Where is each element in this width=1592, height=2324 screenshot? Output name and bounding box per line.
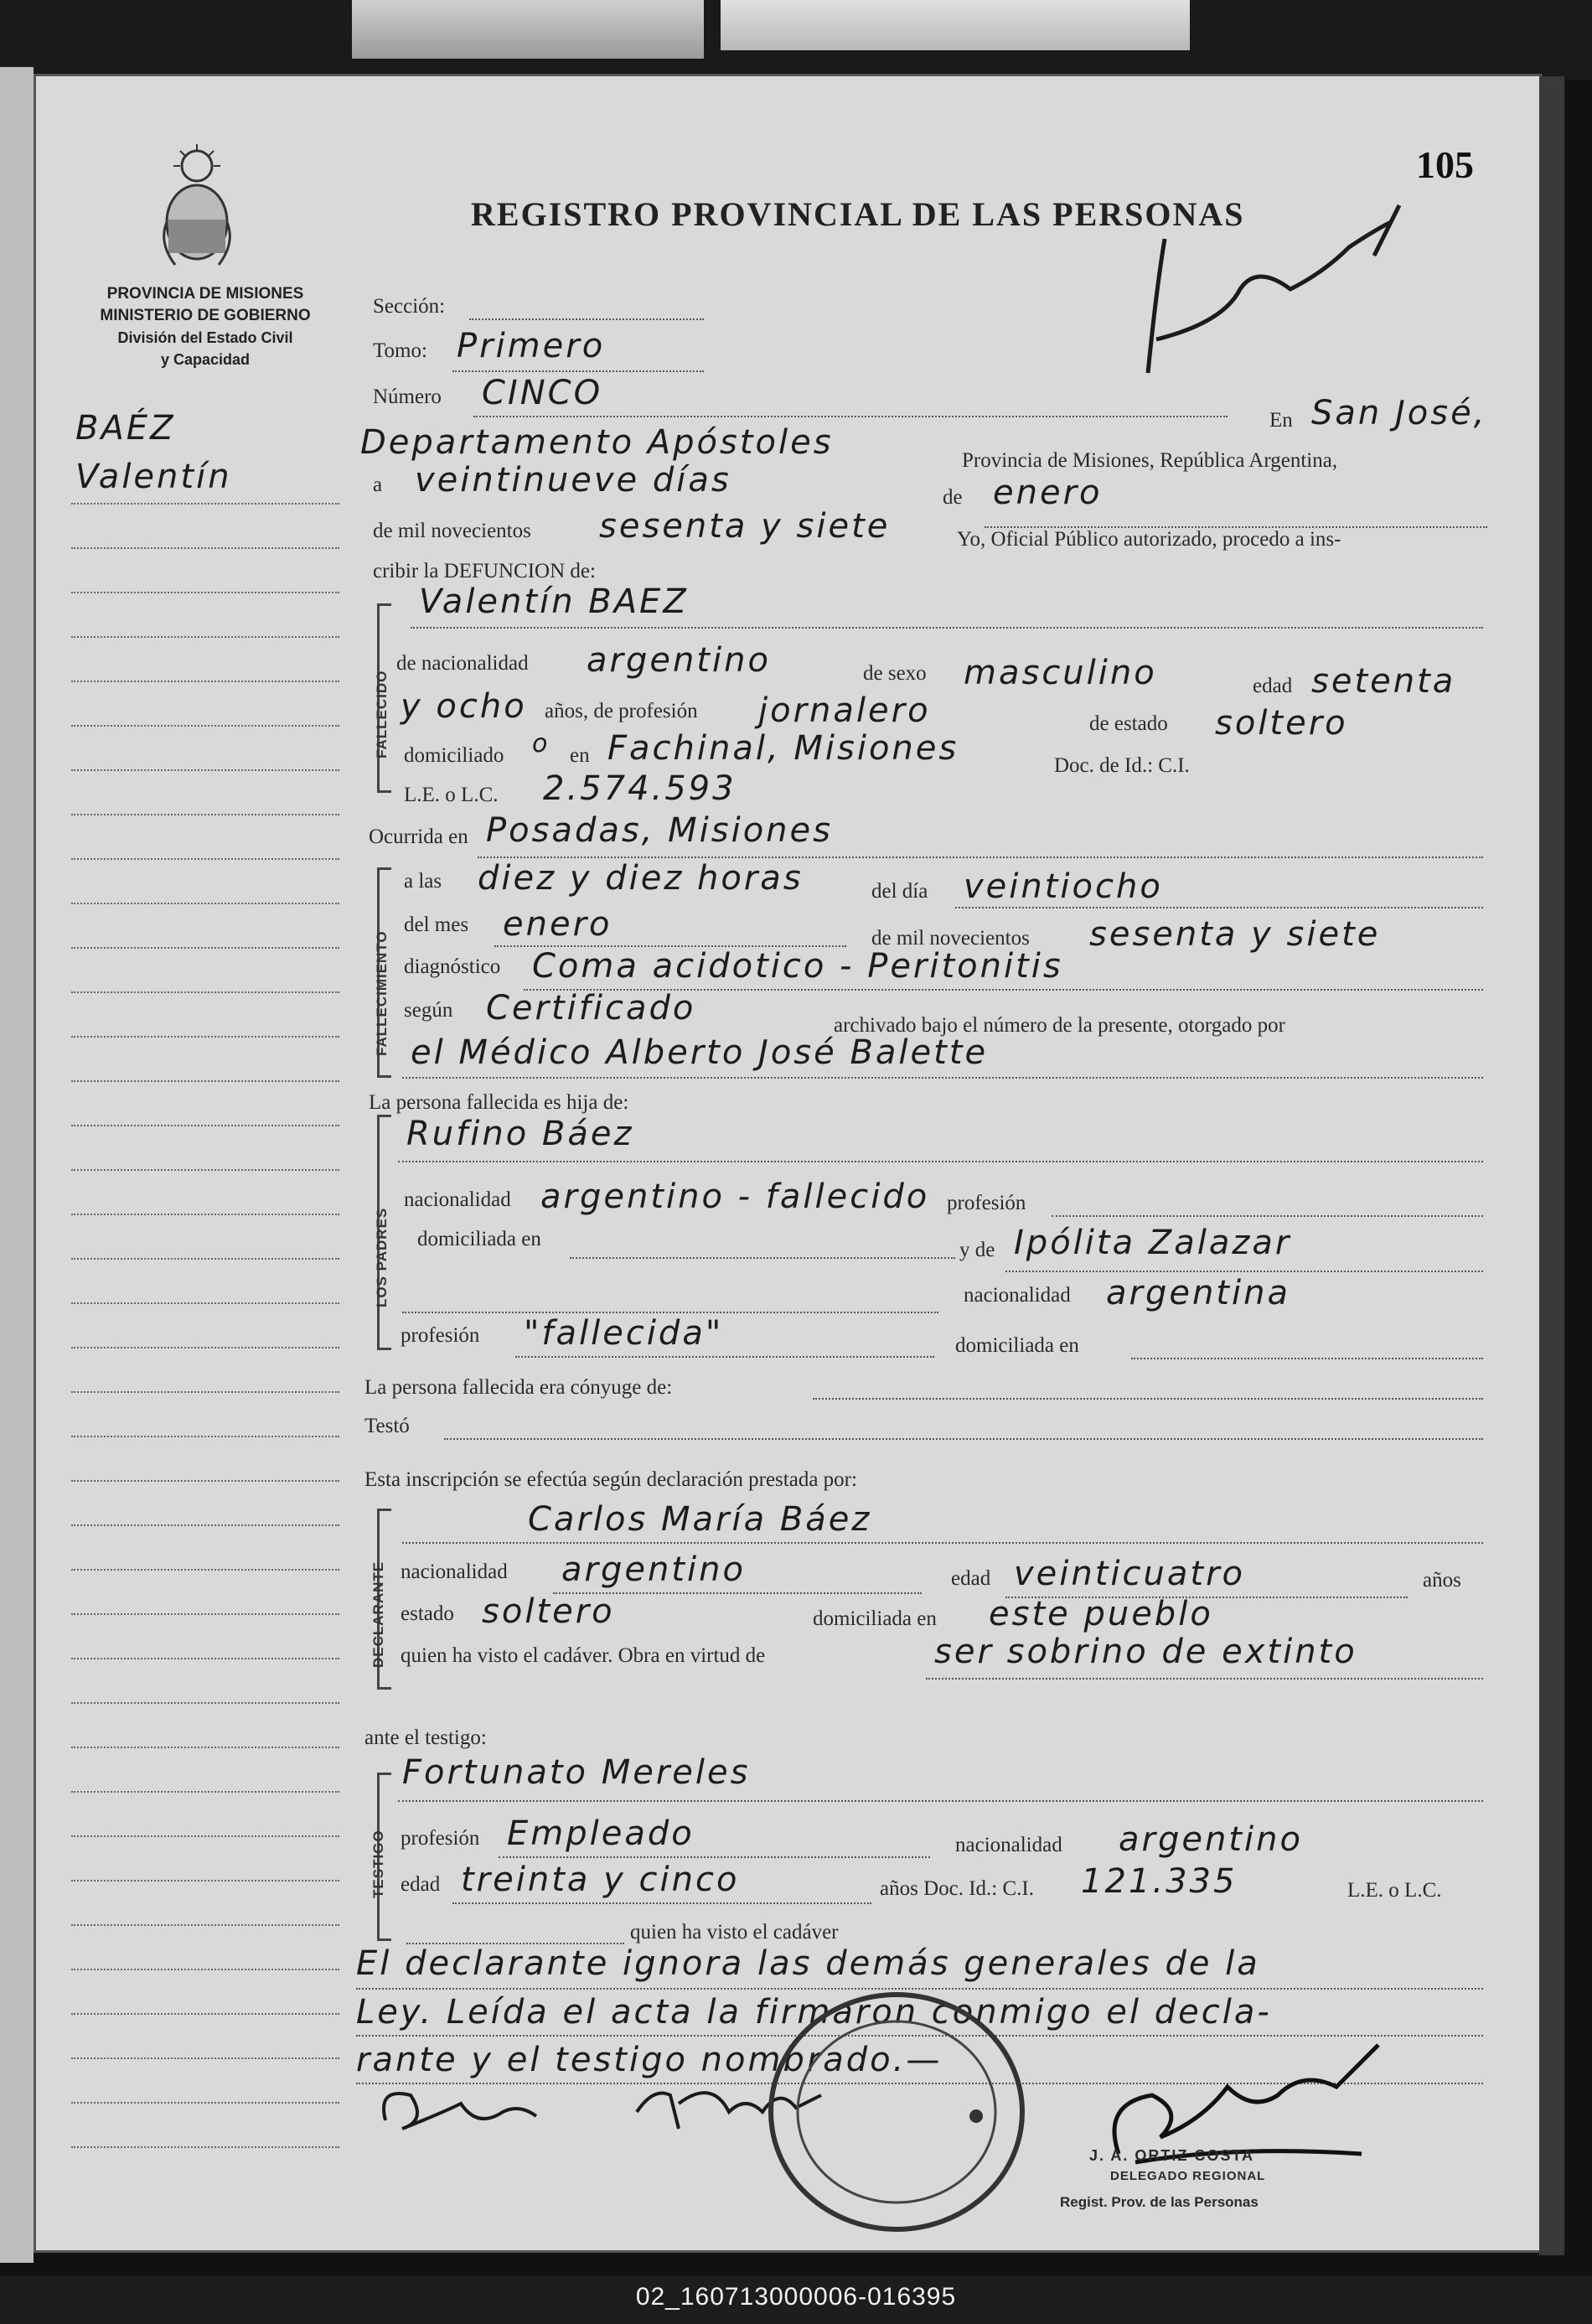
rule (398, 1161, 1483, 1162)
ministry-line: PROVINCIA DE MISIONES (106, 285, 304, 303)
book-cover-edge (1539, 76, 1564, 2255)
declarante-signature (369, 2070, 553, 2145)
nacionalidad-label: nacionalidad (964, 1284, 1071, 1307)
obra-label: quien ha visto el cadáver. Obra en virtud de (401, 1644, 766, 1667)
edad-label: edad (401, 1873, 441, 1896)
provincia-text: Provincia de Misiones, República Argentina, (962, 449, 1338, 472)
rule (398, 1800, 1483, 1802)
padre-nombre: Rufino Báez (406, 1115, 634, 1153)
le-label: L.E. o L.C. (1347, 1879, 1442, 1902)
margin-rule (71, 769, 339, 771)
declarante-edad: veinticuatro (1014, 1555, 1245, 1593)
margin-rule (71, 2102, 339, 2104)
rule (473, 416, 1228, 417)
domiciliado-suffix: o (532, 729, 550, 758)
fallecido-nombre: Valentín BAEZ (419, 582, 689, 621)
closing-line: Ley. Leída el acta la firmaron conmigo el decla- (356, 1993, 1272, 2032)
diagnostico-value: Coma acidotico - Peritonitis (532, 947, 1063, 986)
declarante-intro: Esta inscripción se efectúa según declaración prestada por: (364, 1468, 857, 1491)
anios-label: años (1423, 1569, 1461, 1592)
dia-value: veintiocho (964, 867, 1163, 906)
margin-name: Valentín (75, 458, 232, 496)
hora-value: diez y diez horas (478, 859, 804, 898)
mil-label: de mil novecientos (373, 520, 531, 542)
departamento-value: Departamento Apóstoles (360, 423, 834, 462)
edad-value-cont: y ocho (401, 687, 527, 726)
anio-value: sesenta y siete (599, 507, 891, 546)
domiciliado-label: domiciliado (404, 744, 504, 767)
margin-rule (71, 1835, 339, 1837)
archivado-text: archivado bajo el número de la presente, otorgado por (834, 1014, 1285, 1037)
margin-rule (71, 947, 339, 949)
dias-value: veintinueve días (415, 461, 731, 499)
testo-label: Testó (364, 1415, 410, 1437)
margin-rule (71, 1347, 339, 1348)
tomo-label: Tomo: (373, 339, 427, 362)
numero-label: Número (373, 386, 442, 408)
page-title: REGISTRO PROVINCIAL DE LAS PERSONAS (471, 195, 1245, 233)
oficial-text: Yo, Oficial Público autorizado, procedo a ins- (957, 528, 1341, 551)
margin-rule (71, 547, 339, 549)
margin-rule (71, 1436, 339, 1437)
margin-rule (71, 503, 339, 505)
y-de-label: y de (959, 1239, 995, 1261)
nacionalidad-label: de nacionalidad (396, 652, 529, 675)
official-stamp (758, 1982, 1035, 2242)
margin-rule (71, 2013, 339, 2015)
declarante-domicilio: este pueblo (989, 1595, 1213, 1633)
background-object (352, 0, 704, 59)
ministry-header (54, 283, 356, 370)
estado-value: soltero (1215, 704, 1348, 743)
margin-rule (71, 2057, 339, 2059)
margin-rule (71, 991, 339, 993)
a-las-label: a las (404, 870, 442, 893)
rule (813, 1398, 1483, 1400)
margin-rule (71, 1524, 339, 1526)
margin-rule (71, 1391, 339, 1393)
coat-of-arms-icon (155, 142, 239, 268)
margin-rule (71, 725, 339, 727)
testigo-intro: ante el testigo: (364, 1726, 487, 1749)
madre-profesion: "fallecida" (524, 1314, 724, 1353)
seccion-label: Sección: (373, 295, 446, 318)
rule (1005, 1271, 1483, 1272)
conyuge-label: La persona fallecida era cónyuge de: (364, 1376, 673, 1399)
domiciliada-label: domiciliada en (417, 1228, 541, 1250)
ocurrida-value: Posadas, Misiones (486, 811, 833, 850)
registrar-initials-signature (1123, 189, 1424, 381)
tomo-value: Primero (457, 327, 606, 365)
margin-rule (71, 1214, 339, 1215)
background-top (0, 0, 1592, 80)
nacionalidad-label: nacionalidad (404, 1188, 511, 1211)
rule (1131, 1358, 1483, 1359)
margin-rule (71, 903, 339, 904)
margin-rule (71, 1169, 339, 1171)
padre-nacionalidad: argentino - fallecido (540, 1178, 930, 1216)
edad-label: edad (1253, 675, 1293, 697)
rule (444, 1438, 1483, 1440)
profesion-value: jornalero (758, 691, 931, 730)
padres-intro: La persona fallecida es hija de: (369, 1091, 629, 1114)
margin-rule (71, 1125, 339, 1126)
official-office: Regist. Prov. de las Personas (1060, 2194, 1259, 2210)
testigo-doc-value: 121.335 (1081, 1862, 1238, 1901)
rule (478, 857, 1483, 858)
declarante-estado: soltero (482, 1592, 615, 1631)
page-number: 105 (1416, 143, 1474, 186)
sexo-label: de sexo (863, 662, 927, 685)
mil-label: de mil novecientos (871, 927, 1030, 950)
margin-rule (71, 636, 339, 638)
rule (452, 370, 704, 372)
profesion-label: profesión (401, 1827, 480, 1850)
visto-label: quien ha visto el cadáver (630, 1921, 839, 1944)
margin-rule (71, 592, 339, 593)
nacionalidad-label: nacionalidad (955, 1834, 1062, 1856)
margin-rule (71, 1969, 339, 1970)
le-label: L.E. o L.C. (404, 784, 499, 806)
sexo-value: masculino (964, 654, 1157, 692)
estado-label: estado (401, 1602, 454, 1625)
del-mes-label: del mes (404, 914, 469, 936)
anios-profesion-label: años, de profesión (545, 700, 698, 722)
nacionalidad-value: argentino (587, 641, 771, 680)
mes-value: enero (993, 474, 1103, 512)
closing-line: El declarante ignora las demás generales de la (356, 1944, 1260, 1983)
rule (469, 318, 704, 320)
estado-label: de estado (1089, 712, 1168, 735)
left-page-edge (0, 67, 34, 2263)
de-label: de (943, 486, 963, 509)
a-label: a (373, 474, 383, 496)
edad-value: setenta (1311, 662, 1456, 701)
margin-rule (71, 1569, 339, 1571)
ministry-line: División del Estado Civil (117, 329, 293, 346)
domicilio-en-label: en (570, 744, 590, 767)
rule (452, 1902, 871, 1904)
doc-label: años Doc. Id.: C.I. (880, 1877, 1034, 1900)
domicilio-value: Fachinal, Misiones (607, 729, 959, 768)
rule (499, 1856, 930, 1858)
ocurrida-label: Ocurrida en (369, 826, 468, 848)
rule (515, 1356, 934, 1358)
medico-value: el Médico Alberto José Balette (411, 1033, 989, 1072)
testigo-section-label: TESTIGO (370, 1830, 386, 1898)
inscribir-text: cribir la DEFUNCION de: (373, 560, 596, 582)
mes-value: enero (503, 905, 613, 944)
rule (926, 1678, 1483, 1680)
document-id: 02_160713000006-016395 (635, 2283, 957, 2311)
testigo-edad: treinta y cinco (461, 1861, 740, 1899)
rule (1052, 1215, 1483, 1217)
fallecimiento-section-label: FALLECIMIENTO (374, 930, 390, 1056)
margin-rule (71, 1302, 339, 1304)
margin-rule (71, 1747, 339, 1748)
segun-label: según (404, 999, 453, 1022)
rule (955, 907, 1483, 908)
closing-line: rante y el testigo nombrado.— (356, 2041, 943, 2079)
official-title: DELEGADO REGIONAL (1110, 2169, 1266, 2183)
fallecido-section-label: FALLECIDO (374, 670, 390, 758)
domiciliada-label: domiciliada en (813, 1607, 937, 1630)
edad-label: edad (951, 1567, 991, 1590)
rule (402, 1542, 1483, 1544)
diagnostico-label: diagnóstico (404, 955, 501, 978)
madre-nombre: Ipólita Zalazar (1014, 1224, 1292, 1262)
margin-rule (71, 814, 339, 815)
del-dia-label: del día (871, 880, 928, 903)
le-value: 2.574.593 (543, 769, 737, 808)
margin-rule (71, 1791, 339, 1793)
profesion-label: profesión (401, 1324, 480, 1347)
testigo-nacionalidad: argentino (1119, 1820, 1303, 1859)
margin-rule (71, 1613, 339, 1615)
official-name: J. A. ORTIZ COSTA (1089, 2147, 1255, 2164)
testigo-profesion: Empleado (507, 1814, 695, 1853)
margin-rule (71, 1924, 339, 1926)
background-object (721, 0, 1190, 50)
ministry-line: y Capacidad (160, 351, 251, 368)
testigo-nombre: Fortunato Mereles (402, 1753, 751, 1792)
padres-section-label: LOS PADRES (374, 1207, 390, 1307)
margin-rule (71, 1036, 339, 1038)
declarante-nombre: Carlos María Báez (528, 1500, 872, 1539)
margin-rule (71, 2146, 339, 2148)
lugar-en-value: San José, (1311, 394, 1487, 432)
domiciliada-label: domiciliada en (955, 1334, 1079, 1357)
footer-bar (0, 2276, 1592, 2324)
margin-rule (71, 1258, 339, 1260)
anio-value: sesenta y siete (1089, 915, 1381, 954)
numero-value: CINCO (482, 374, 603, 412)
segun-value: Certificado (486, 989, 696, 1027)
en-label: En (1269, 409, 1293, 432)
margin-rule (71, 681, 339, 682)
rule (402, 1312, 938, 1313)
rule (411, 627, 1483, 629)
margin-rule (71, 1880, 339, 1881)
profesion-label: profesión (947, 1192, 1026, 1214)
madre-nacionalidad: argentina (1106, 1274, 1290, 1312)
declarante-section-label: DECLARANTE (370, 1561, 386, 1668)
margin-rule (71, 1080, 339, 1082)
margin-surname: BAÉZ (75, 409, 176, 448)
nacionalidad-label: nacionalidad (401, 1561, 508, 1583)
margin-rule (71, 1480, 339, 1482)
rule (402, 1077, 1483, 1079)
margin-rule (71, 1702, 339, 1704)
ministry-line: MINISTERIO DE GOBIERNO (100, 307, 311, 324)
declarante-nacionalidad: argentino (561, 1550, 746, 1589)
doc-label: Doc. de Id.: C.I. (1054, 754, 1190, 777)
rule (570, 1257, 955, 1259)
margin-rule (71, 1658, 339, 1659)
declarante-obra: ser sobrino de extinto (934, 1633, 1357, 1671)
margin-rule (71, 858, 339, 860)
